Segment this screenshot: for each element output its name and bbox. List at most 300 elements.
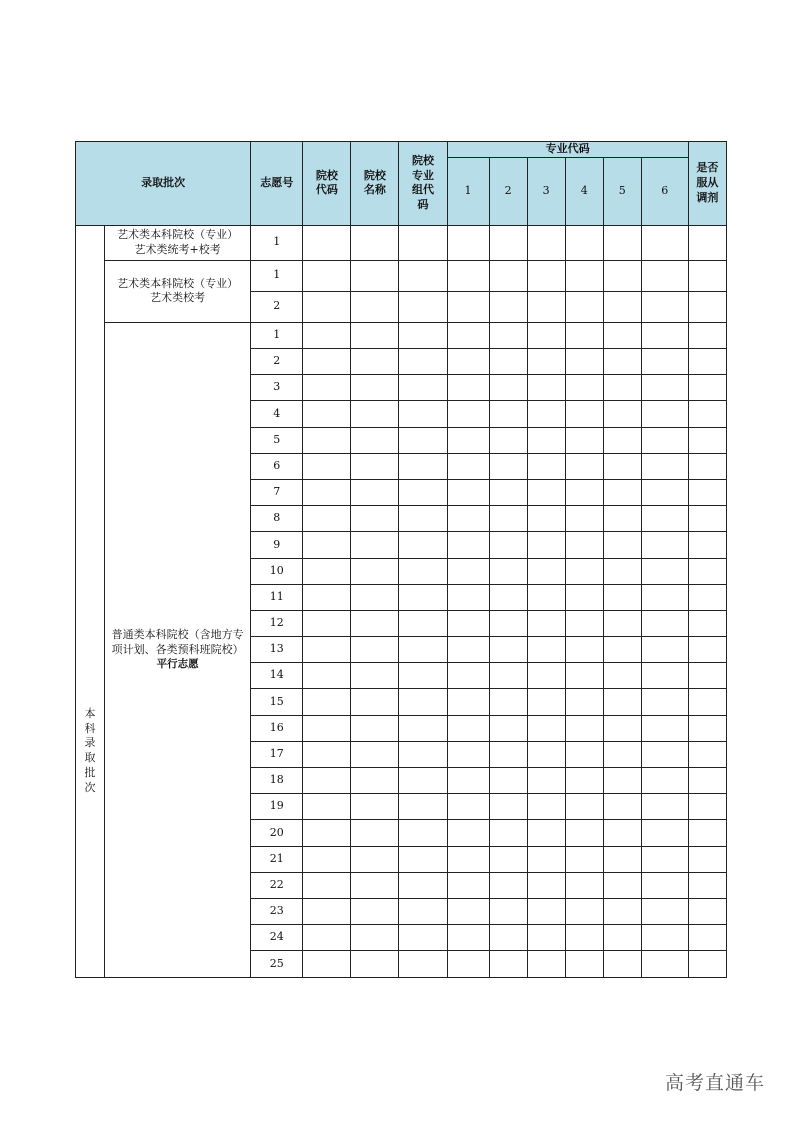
major-code-cell[interactable] [603, 453, 641, 479]
major-code-cell[interactable] [447, 715, 489, 741]
major-code-cell[interactable] [489, 637, 527, 663]
major-group-code-cell[interactable] [399, 794, 447, 820]
school-name-cell[interactable] [351, 610, 399, 636]
major-code-cell[interactable] [527, 637, 565, 663]
major-code-cell[interactable] [565, 768, 603, 794]
adjust-cell[interactable] [688, 715, 726, 741]
adjust-cell[interactable] [688, 898, 726, 924]
choice-number: 17 [251, 741, 303, 767]
volunteer-form-table [75, 141, 727, 978]
major-code-cell[interactable] [447, 532, 489, 558]
major-code-cell[interactable] [603, 689, 641, 715]
school-code-cell[interactable] [303, 322, 351, 348]
major-code-cell[interactable] [641, 951, 688, 977]
adjust-cell[interactable] [688, 663, 726, 689]
major-code-cell[interactable] [527, 584, 565, 610]
major-code-cell[interactable] [565, 558, 603, 584]
major-code-cell[interactable] [641, 663, 688, 689]
adjust-cell[interactable] [688, 820, 726, 846]
major-code-cell[interactable] [565, 951, 603, 977]
major-code-cell[interactable] [565, 291, 603, 322]
major-group-code-cell[interactable] [399, 768, 447, 794]
major-group-code-cell[interactable] [399, 741, 447, 767]
major-code-cell[interactable] [641, 846, 688, 872]
major-code-cell[interactable] [603, 225, 641, 260]
major-code-cell[interactable] [565, 872, 603, 898]
major-code-cell[interactable] [447, 846, 489, 872]
school-name-cell[interactable] [351, 479, 399, 505]
adjust-cell[interactable] [688, 846, 726, 872]
major-code-cell[interactable] [489, 322, 527, 348]
major-code-cell[interactable] [527, 794, 565, 820]
major-code-cell[interactable] [489, 453, 527, 479]
school-name-cell[interactable] [351, 453, 399, 479]
school-code-cell[interactable] [303, 558, 351, 584]
major-code-cell[interactable] [565, 637, 603, 663]
school-name-cell[interactable] [351, 872, 399, 898]
major-code-cell[interactable] [447, 689, 489, 715]
major-code-cell[interactable] [641, 322, 688, 348]
major-code-cell[interactable] [565, 663, 603, 689]
school-code-cell[interactable] [303, 506, 351, 532]
choice-number: 12 [251, 610, 303, 636]
major-code-cell[interactable] [641, 532, 688, 558]
major-code-cell[interactable] [641, 637, 688, 663]
school-code-cell[interactable] [303, 898, 351, 924]
school-name-cell[interactable] [351, 349, 399, 375]
major-code-cell[interactable] [527, 558, 565, 584]
major-code-cell[interactable] [489, 401, 527, 427]
school-code-cell[interactable] [303, 951, 351, 977]
major-group-code-cell[interactable] [399, 427, 447, 453]
major-group-code-cell[interactable] [399, 820, 447, 846]
major-code-cell[interactable] [527, 715, 565, 741]
major-group-code-cell[interactable] [399, 925, 447, 951]
major-code-cell[interactable] [447, 349, 489, 375]
major-code-cell[interactable] [527, 225, 565, 260]
major-code-cell[interactable] [489, 506, 527, 532]
major-code-cell[interactable] [527, 291, 565, 322]
major-group-code-cell[interactable] [399, 689, 447, 715]
school-name-cell[interactable] [351, 506, 399, 532]
major-code-cell[interactable] [527, 768, 565, 794]
major-code-cell[interactable] [603, 715, 641, 741]
major-code-cell[interactable] [641, 506, 688, 532]
school-name-cell[interactable] [351, 401, 399, 427]
school-code-cell[interactable] [303, 453, 351, 479]
school-name-cell[interactable] [351, 925, 399, 951]
major-group-code-cell[interactable] [399, 401, 447, 427]
major-group-code-cell[interactable] [399, 260, 447, 291]
header-choice-no: 志愿号 [251, 142, 303, 226]
school-name-cell[interactable] [351, 637, 399, 663]
major-code-cell[interactable] [527, 741, 565, 767]
major-code-cell[interactable] [527, 349, 565, 375]
school-code-cell[interactable] [303, 584, 351, 610]
major-code-cell[interactable] [565, 715, 603, 741]
adjust-cell[interactable] [688, 872, 726, 898]
school-code-cell[interactable] [303, 768, 351, 794]
major-code-cell[interactable] [603, 349, 641, 375]
major-code-cell[interactable] [603, 846, 641, 872]
school-name-cell[interactable] [351, 532, 399, 558]
major-code-cell[interactable] [527, 951, 565, 977]
major-code-cell[interactable] [489, 951, 527, 977]
school-code-cell[interactable] [303, 846, 351, 872]
major-code-cell[interactable] [565, 375, 603, 401]
major-code-cell[interactable] [603, 260, 641, 291]
major-code-cell[interactable] [641, 291, 688, 322]
major-code-cell[interactable] [641, 898, 688, 924]
major-code-cell[interactable] [641, 689, 688, 715]
major-group-code-cell[interactable] [399, 532, 447, 558]
major-code-cell[interactable] [447, 741, 489, 767]
major-code-cell[interactable] [603, 898, 641, 924]
adjust-cell[interactable] [688, 479, 726, 505]
major-code-cell[interactable] [641, 610, 688, 636]
major-code-cell[interactable] [603, 401, 641, 427]
major-code-cell[interactable] [447, 637, 489, 663]
header-school-code-line: 代码 [315, 183, 338, 197]
school-code-cell[interactable] [303, 715, 351, 741]
batch-name-char: 科 [84, 721, 96, 735]
major-code-cell[interactable] [527, 872, 565, 898]
school-name-cell[interactable] [351, 225, 399, 260]
major-code-cell[interactable] [565, 349, 603, 375]
choice-number: 15 [251, 689, 303, 715]
school-code-cell[interactable] [303, 663, 351, 689]
major-code-cell[interactable] [489, 820, 527, 846]
major-code-cell[interactable] [641, 427, 688, 453]
school-code-cell[interactable] [303, 925, 351, 951]
major-code-cell[interactable] [603, 951, 641, 977]
school-name-cell[interactable] [351, 741, 399, 767]
major-code-cell[interactable] [447, 453, 489, 479]
major-code-cell[interactable] [447, 322, 489, 348]
adjust-cell[interactable] [688, 584, 726, 610]
school-code-cell[interactable] [303, 225, 351, 260]
school-name-cell[interactable] [351, 584, 399, 610]
major-code-cell[interactable] [565, 820, 603, 846]
major-code-cell[interactable] [565, 260, 603, 291]
major-code-cell[interactable] [489, 846, 527, 872]
school-code-cell[interactable] [303, 872, 351, 898]
major-code-cell[interactable] [565, 401, 603, 427]
major-code-cell[interactable] [641, 584, 688, 610]
major-group-code-cell[interactable] [399, 872, 447, 898]
major-code-cell[interactable] [489, 689, 527, 715]
major-code-cell[interactable] [527, 610, 565, 636]
major-code-cell[interactable] [447, 898, 489, 924]
school-name-cell[interactable] [351, 322, 399, 348]
adjust-cell[interactable] [688, 375, 726, 401]
adjust-cell[interactable] [688, 349, 726, 375]
major-code-cell[interactable] [565, 322, 603, 348]
major-code-cell[interactable] [603, 637, 641, 663]
major-code-cell[interactable] [447, 872, 489, 898]
major-code-cell[interactable] [641, 558, 688, 584]
school-code-cell[interactable] [303, 260, 351, 291]
major-code-cell[interactable] [527, 375, 565, 401]
choice-number: 10 [251, 558, 303, 584]
school-code-cell[interactable] [303, 401, 351, 427]
adjust-cell[interactable] [688, 610, 726, 636]
major-code-cell[interactable] [489, 925, 527, 951]
major-code-cell[interactable] [447, 225, 489, 260]
school-code-cell[interactable] [303, 741, 351, 767]
school-name-cell[interactable] [351, 427, 399, 453]
school-name-cell[interactable] [351, 291, 399, 322]
adjust-cell[interactable] [688, 453, 726, 479]
school-name-cell[interactable] [351, 663, 399, 689]
adjust-cell[interactable] [688, 794, 726, 820]
major-code-cell[interactable] [565, 610, 603, 636]
major-code-cell[interactable] [447, 427, 489, 453]
major-code-cell[interactable] [447, 479, 489, 505]
school-name-cell[interactable] [351, 846, 399, 872]
adjust-cell[interactable] [688, 322, 726, 348]
adjust-cell[interactable] [688, 532, 726, 558]
school-name-cell[interactable] [351, 689, 399, 715]
major-code-cell[interactable] [603, 375, 641, 401]
major-code-cell[interactable] [447, 584, 489, 610]
major-code-cell[interactable] [447, 260, 489, 291]
major-code-cell[interactable] [565, 689, 603, 715]
major-code-cell[interactable] [489, 872, 527, 898]
school-code-cell[interactable] [303, 291, 351, 322]
batch-group-cell [105, 322, 251, 977]
major-code-cell[interactable] [527, 898, 565, 924]
school-code-cell[interactable] [303, 610, 351, 636]
major-code-cell[interactable] [447, 663, 489, 689]
major-group-code-cell[interactable] [399, 610, 447, 636]
major-code-cell[interactable] [641, 225, 688, 260]
major-code-cell[interactable] [565, 741, 603, 767]
major-group-code-cell[interactable] [399, 558, 447, 584]
major-code-cell[interactable] [603, 506, 641, 532]
major-code-cell[interactable] [565, 584, 603, 610]
major-code-cell[interactable] [489, 794, 527, 820]
school-name-cell[interactable] [351, 820, 399, 846]
major-code-cell[interactable] [641, 375, 688, 401]
major-group-code-cell[interactable] [399, 479, 447, 505]
adjust-cell[interactable] [688, 558, 726, 584]
major-code-cell[interactable] [447, 558, 489, 584]
adjust-cell[interactable] [688, 506, 726, 532]
major-code-cell[interactable] [527, 689, 565, 715]
major-code-cell[interactable] [489, 427, 527, 453]
adjust-cell[interactable] [688, 768, 726, 794]
major-code-cell[interactable] [641, 349, 688, 375]
choice-number: 9 [251, 532, 303, 558]
major-code-cell[interactable] [603, 872, 641, 898]
major-code-cell[interactable] [641, 479, 688, 505]
major-code-cell[interactable] [489, 479, 527, 505]
major-code-cell[interactable] [603, 741, 641, 767]
major-code-cell[interactable] [447, 925, 489, 951]
major-code-cell[interactable] [603, 925, 641, 951]
major-code-cell[interactable] [489, 558, 527, 584]
major-code-cell[interactable] [489, 349, 527, 375]
header-major-group-code [399, 142, 447, 226]
major-code-cell[interactable] [641, 794, 688, 820]
major-code-cell[interactable] [527, 322, 565, 348]
major-group-code-cell[interactable] [399, 506, 447, 532]
major-code-cell[interactable] [447, 820, 489, 846]
choice-number: 11 [251, 584, 303, 610]
major-code-cell[interactable] [603, 479, 641, 505]
major-group-code-cell[interactable] [399, 584, 447, 610]
major-code-cell[interactable] [641, 741, 688, 767]
school-code-cell[interactable] [303, 794, 351, 820]
major-group-code-cell[interactable] [399, 225, 447, 260]
major-code-cell[interactable] [603, 794, 641, 820]
school-code-cell[interactable] [303, 427, 351, 453]
major-group-code-cell[interactable] [399, 846, 447, 872]
major-code-cell[interactable] [489, 715, 527, 741]
school-code-cell[interactable] [303, 689, 351, 715]
school-name-cell[interactable] [351, 715, 399, 741]
major-code-cell[interactable] [565, 427, 603, 453]
choice-number: 3 [251, 375, 303, 401]
major-group-code-cell[interactable] [399, 898, 447, 924]
table-row [76, 225, 727, 260]
major-code-cell[interactable] [527, 260, 565, 291]
header-adjust-line: 是否 [696, 161, 719, 175]
choice-number: 13 [251, 637, 303, 663]
school-name-cell[interactable] [351, 768, 399, 794]
major-code-cell[interactable] [447, 375, 489, 401]
major-code-cell[interactable] [527, 663, 565, 689]
major-code-cell[interactable] [447, 951, 489, 977]
school-code-cell[interactable] [303, 532, 351, 558]
adjust-cell[interactable] [688, 260, 726, 291]
watermark: 高考直通车 [664, 1072, 765, 1094]
major-code-cell[interactable] [603, 584, 641, 610]
major-code-cell[interactable] [489, 898, 527, 924]
major-code-cell[interactable] [527, 506, 565, 532]
major-group-code-cell[interactable] [399, 291, 447, 322]
major-code-cell[interactable] [489, 291, 527, 322]
school-code-cell[interactable] [303, 820, 351, 846]
major-code-cell[interactable] [603, 532, 641, 558]
major-code-cell[interactable] [565, 506, 603, 532]
major-code-cell[interactable] [565, 225, 603, 260]
school-code-cell[interactable] [303, 349, 351, 375]
adjust-cell[interactable] [688, 401, 726, 427]
major-code-cell[interactable] [447, 610, 489, 636]
major-code-cell[interactable] [527, 532, 565, 558]
major-group-code-cell[interactable] [399, 453, 447, 479]
major-group-code-cell[interactable] [399, 375, 447, 401]
choice-number: 24 [251, 925, 303, 951]
school-name-cell[interactable] [351, 260, 399, 291]
major-code-cell[interactable] [565, 794, 603, 820]
school-code-cell[interactable] [303, 479, 351, 505]
adjust-cell[interactable] [688, 741, 726, 767]
major-code-cell[interactable] [489, 663, 527, 689]
adjust-cell[interactable] [688, 925, 726, 951]
major-code-cell[interactable] [603, 768, 641, 794]
major-code-cell[interactable] [527, 820, 565, 846]
major-code-cell[interactable] [447, 506, 489, 532]
major-code-cell[interactable] [641, 260, 688, 291]
major-code-cell[interactable] [603, 663, 641, 689]
major-code-cell[interactable] [489, 768, 527, 794]
major-code-cell[interactable] [527, 401, 565, 427]
major-group-code-cell[interactable] [399, 951, 447, 977]
major-code-cell[interactable] [489, 375, 527, 401]
major-group-code-cell[interactable] [399, 349, 447, 375]
school-name-cell[interactable] [351, 558, 399, 584]
major-group-code-cell[interactable] [399, 715, 447, 741]
adjust-cell[interactable] [688, 637, 726, 663]
major-code-cell[interactable] [603, 820, 641, 846]
school-code-cell[interactable] [303, 637, 351, 663]
header-major-col: 4 [565, 157, 603, 225]
adjust-cell[interactable] [688, 689, 726, 715]
major-code-cell[interactable] [447, 401, 489, 427]
major-code-cell[interactable] [527, 846, 565, 872]
school-name-cell[interactable] [351, 794, 399, 820]
major-code-cell[interactable] [565, 532, 603, 558]
major-code-cell[interactable] [489, 260, 527, 291]
major-group-code-cell[interactable] [399, 322, 447, 348]
major-code-cell[interactable] [489, 741, 527, 767]
major-code-cell[interactable] [641, 401, 688, 427]
major-code-cell[interactable] [565, 846, 603, 872]
major-group-code-cell[interactable] [399, 663, 447, 689]
adjust-cell[interactable] [688, 427, 726, 453]
major-code-cell[interactable] [603, 610, 641, 636]
major-code-cell[interactable] [489, 532, 527, 558]
school-name-cell[interactable] [351, 898, 399, 924]
adjust-cell[interactable] [688, 951, 726, 977]
adjust-cell[interactable] [688, 225, 726, 260]
major-code-cell[interactable] [641, 453, 688, 479]
major-code-cell[interactable] [641, 715, 688, 741]
major-code-cell[interactable] [527, 925, 565, 951]
major-code-cell[interactable] [603, 558, 641, 584]
major-code-cell[interactable] [641, 768, 688, 794]
header-adjust-line: 服从 [696, 176, 719, 189]
adjust-cell[interactable] [688, 291, 726, 322]
major-code-cell[interactable] [527, 453, 565, 479]
major-code-cell[interactable] [527, 427, 565, 453]
major-code-cell[interactable] [603, 322, 641, 348]
major-code-cell[interactable] [527, 479, 565, 505]
major-group-code-cell[interactable] [399, 637, 447, 663]
school-name-cell[interactable] [351, 951, 399, 977]
major-code-cell[interactable] [565, 453, 603, 479]
major-code-cell[interactable] [447, 291, 489, 322]
major-code-cell[interactable] [565, 925, 603, 951]
major-code-cell[interactable] [641, 925, 688, 951]
major-code-cell[interactable] [641, 872, 688, 898]
major-code-cell[interactable] [565, 898, 603, 924]
major-code-cell[interactable] [641, 820, 688, 846]
school-code-cell[interactable] [303, 375, 351, 401]
major-code-cell[interactable] [603, 291, 641, 322]
major-code-cell[interactable] [447, 768, 489, 794]
major-code-cell[interactable] [489, 610, 527, 636]
school-name-cell[interactable] [351, 375, 399, 401]
major-code-cell[interactable] [565, 479, 603, 505]
major-code-cell[interactable] [603, 427, 641, 453]
major-code-cell[interactable] [489, 584, 527, 610]
major-code-cell[interactable] [447, 794, 489, 820]
major-code-cell[interactable] [489, 225, 527, 260]
